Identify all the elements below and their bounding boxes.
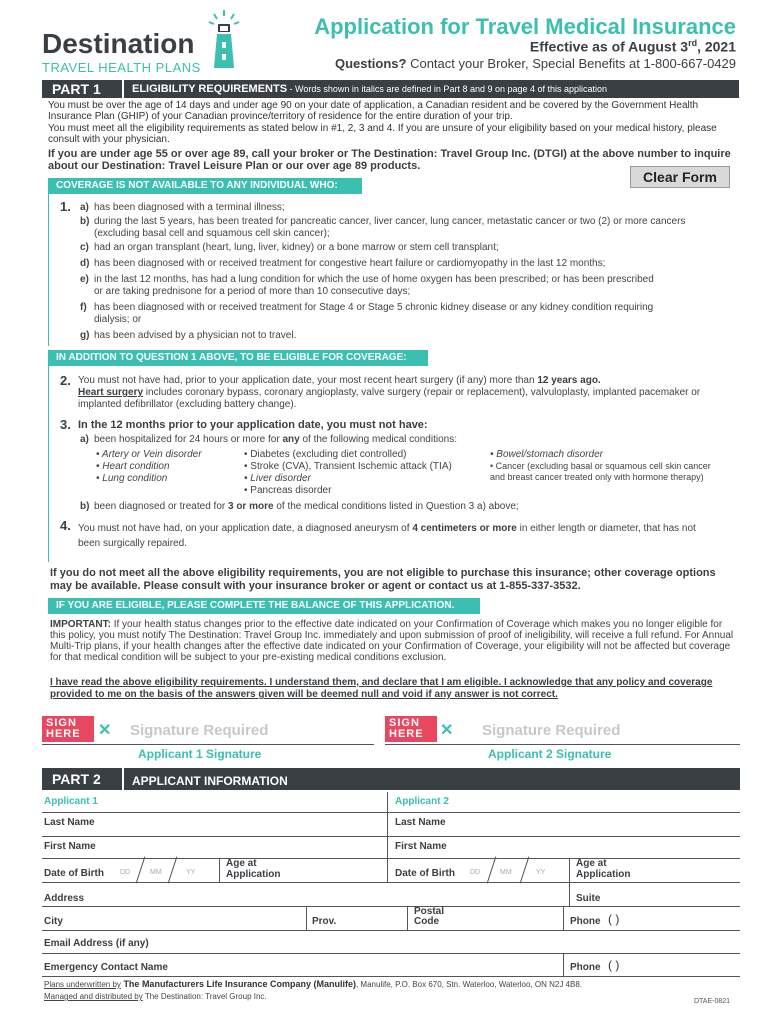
age-field-1[interactable] bbox=[290, 860, 385, 880]
condition-item: • Stroke (CVA), Transient Ischemic attack (TIA) bbox=[244, 461, 452, 472]
q3a-text: a) been hospitalized for 24 hours or more for any of the following medical conditions: bbox=[80, 434, 457, 445]
effective-text: Effective as of August 3 bbox=[529, 38, 689, 55]
part2-label: PART 2 bbox=[42, 768, 122, 790]
row-line bbox=[42, 836, 740, 837]
q3-col2 bbox=[244, 449, 484, 497]
sign-here-badge-1: SIGN HERE bbox=[42, 716, 94, 742]
effective-date bbox=[530, 38, 736, 55]
dob-mm-1[interactable]: MM bbox=[150, 869, 162, 876]
acknowledgement: I have read the above eligibility requirements. I understand them, and declare that I am eligible. I acknowledge that any policy and coverage provided to me on the basis of the answers given will be deemed null and void if any answer is not correct. bbox=[50, 677, 713, 700]
applicant1-heading: Applicant 1 bbox=[44, 796, 98, 807]
phone-divider bbox=[563, 953, 564, 976]
phone-label-2: Phone bbox=[570, 962, 601, 973]
q1-item-c: c) had an organ transplant (heart, lung, liver, kidney) or a bone marrow or stem cell transplant; bbox=[80, 242, 499, 253]
phone-field-1[interactable]: ( ) bbox=[608, 912, 620, 926]
q3-heading: In the 12 months prior to your application date, you must not have: bbox=[78, 419, 428, 431]
part1-heading: ELIGIBILITY REQUIREMENTS bbox=[132, 83, 288, 95]
brand-subtitle: TRAVEL HEALTH PLANS bbox=[42, 60, 201, 75]
dob-dd-2[interactable]: DD bbox=[470, 869, 481, 876]
city-label: City bbox=[44, 916, 63, 927]
applicant2-heading: Applicant 2 bbox=[395, 796, 449, 807]
postal-divider bbox=[407, 906, 408, 930]
clear-form-button[interactable]: Clear Form bbox=[630, 166, 730, 188]
q3b-text: b) been diagnosed or treated for 3 or more of the medical conditions listed in Question 3 a) above; bbox=[80, 501, 519, 512]
q1-list bbox=[80, 202, 730, 344]
call-notice: If you are under age 55 or over age 89, call your broker or The Destination: Travel Group Inc. (DTGI) at the above number to inquire about our Destination: Travel Leisure Plan or our over age 89 products. bbox=[48, 148, 731, 172]
questions-label: Questions? bbox=[334, 56, 407, 71]
q1-item-d: d) has been diagnosed with or received treatment for congestive heart failure or cardiomyopathy in the last 12 months; bbox=[80, 258, 606, 269]
prov-divider bbox=[306, 906, 307, 930]
address-label: Address bbox=[44, 893, 85, 904]
suite-divider bbox=[569, 882, 570, 906]
dob-slash bbox=[136, 857, 146, 884]
q3-number: 3. bbox=[60, 417, 71, 432]
condition-item: • Heart condition bbox=[96, 461, 170, 472]
q3-col1 bbox=[96, 449, 236, 485]
dob-slash bbox=[168, 857, 178, 884]
dob-mm-2[interactable]: MM bbox=[500, 869, 512, 876]
form-code: DTAE-0821 bbox=[694, 998, 731, 1005]
condition-item: • Bowel/stomach disorder bbox=[490, 449, 603, 460]
postal-code-field[interactable] bbox=[452, 908, 562, 930]
signature-line-2 bbox=[385, 744, 740, 745]
q1-item-f: f) has been diagnosed with or received treatment for Stage 4 or Stage 5 chronic kidney disease or any kidney condition requiring dialysis; or bbox=[80, 302, 654, 325]
underwriter-line: Plans underwritten by The Manufacturers Life Insurance Company (Manulife), Manulife, P.O. Box 670, Stn. Waterloo, Waterloo, ON N2J 4B8. bbox=[44, 979, 583, 989]
sign-x-icon-2: ✕ bbox=[440, 722, 454, 739]
q1-item-a: a) has been diagnosed with a terminal illness; bbox=[80, 202, 285, 213]
effective-year: , 2021 bbox=[697, 38, 736, 55]
sign-x-icon-1: ✕ bbox=[98, 722, 112, 739]
q4-number: 4. bbox=[60, 518, 71, 533]
dob-slash bbox=[487, 857, 497, 884]
intro-paragraph-1: You must be over the age of 14 days and under age 90 on your date of application, a Canadian resident and be covered by the Government Health Insurance Plan (GHIP) of your Canadian province/territory of residence for the entire duration of your trip. bbox=[48, 100, 699, 122]
row-line bbox=[42, 858, 740, 859]
age-at-label-2: Age at Application bbox=[576, 858, 631, 880]
age-field-2[interactable] bbox=[640, 860, 738, 880]
age-at-label-1: Age at Application bbox=[226, 858, 281, 880]
condition-item: • Pancreas disorder bbox=[244, 485, 332, 496]
last-name-label-2: Last Name bbox=[395, 817, 446, 828]
condition-item: • Liver disorder bbox=[244, 473, 311, 484]
questions-line bbox=[335, 56, 736, 71]
age-divider bbox=[219, 858, 220, 882]
phone-field-2[interactable]: ( ) bbox=[608, 958, 620, 972]
address-field[interactable] bbox=[100, 886, 560, 906]
dob-yy-2[interactable]: YY bbox=[536, 869, 546, 876]
signature-field-1[interactable]: Signature Required bbox=[130, 722, 269, 739]
condition-item: • Lung condition bbox=[96, 473, 168, 484]
row-line bbox=[42, 953, 740, 954]
postal-code-label: Postal Code bbox=[414, 906, 445, 927]
intro-paragraph-2: You must meet all the eligibility requirements as stated below in #1, 2, 3 and 4. If you are unsure of your eligibility based on your medical history, please consult with your physician. bbox=[48, 123, 717, 145]
first-name-label-2: First Name bbox=[395, 841, 447, 852]
condition-item: • Cancer (excluding basal or squamous cell skin cancer and breast cancer treated only with hormone therapy) bbox=[490, 461, 711, 482]
q1-number: 1. bbox=[60, 199, 71, 214]
first-name-field-2[interactable] bbox=[460, 838, 738, 858]
signature-line-1 bbox=[42, 744, 374, 745]
phone-divider bbox=[563, 906, 564, 930]
dob-dd-1[interactable]: DD bbox=[120, 869, 131, 876]
last-name-field-1[interactable] bbox=[110, 814, 385, 834]
row-line bbox=[42, 906, 740, 907]
part2-heading: APPLICANT INFORMATION bbox=[132, 774, 288, 788]
coverage-bar: COVERAGE IS NOT AVAILABLE TO ANY INDIVIDUAL WHO: bbox=[48, 178, 362, 194]
managed-line: Managed and distributed by The Destination: Travel Group Inc. bbox=[44, 992, 267, 1001]
q4-text: You must not have had, on your application date, a diagnosed aneurysm of 4 centimeters or more in either length or diameter, that has not been surgically repaired. bbox=[78, 523, 696, 549]
addition-bar: IN ADDITION TO QUESTION 1 ABOVE, TO BE ELIGIBLE FOR COVERAGE: bbox=[48, 350, 428, 366]
row-line bbox=[42, 930, 740, 931]
part1-label: PART 1 bbox=[42, 80, 122, 98]
sign-here-badge-2: SIGN HERE bbox=[385, 716, 437, 742]
suite-label: Suite bbox=[576, 893, 601, 904]
email-field[interactable] bbox=[160, 932, 738, 952]
applicant1-signature-label: Applicant 1 Signature bbox=[138, 747, 262, 761]
dob-label-1: Date of Birth bbox=[44, 868, 104, 879]
part1-heading-bar bbox=[124, 80, 739, 98]
form-title: Application for Travel Medical Insurance bbox=[314, 14, 736, 39]
condition-item: • Artery or Vein disorder bbox=[96, 449, 202, 460]
condition-item: • Diabetes (excluding diet controlled) bbox=[244, 449, 407, 460]
email-label: Email Address (if any) bbox=[44, 938, 149, 949]
dob-yy-1[interactable]: YY bbox=[186, 869, 196, 876]
emergency-contact-label: Emergency Contact Name bbox=[44, 962, 168, 973]
first-name-label-1: First Name bbox=[44, 841, 96, 852]
not-eligible-notice: If you do not meet all the above eligibility requirements, you are not eligible to purchase this insurance; other coverage options may be available. Please consult with your insurance broker or agent or contact us at 1-855-337-3532. bbox=[50, 567, 716, 592]
q1-item-b: b) during the last 5 years, has been treated for pancreatic cancer, liver cancer, lung cancer, metastatic cancer or two (2) or more cancers (excluding basal cell and squamous cell skin cancer); bbox=[80, 216, 686, 239]
phone-label-1: Phone bbox=[570, 916, 601, 927]
eligible-bar: IF YOU ARE ELIGIBLE, PLEASE COMPLETE THE BALANCE OF THIS APPLICATION. bbox=[48, 598, 480, 614]
prov-field[interactable] bbox=[345, 908, 405, 930]
column-divider bbox=[387, 792, 388, 882]
dob-label-2: Date of Birth bbox=[395, 868, 455, 879]
q3-col3 bbox=[490, 449, 726, 483]
q1-item-g: g) has been advised by a physician not to travel. bbox=[80, 330, 297, 341]
brand-name: Destination bbox=[42, 28, 195, 59]
city-field[interactable] bbox=[75, 908, 305, 930]
row-line bbox=[42, 812, 740, 813]
part2-heading-bar bbox=[124, 768, 740, 790]
last-name-field-2[interactable] bbox=[460, 814, 738, 834]
suite-field[interactable] bbox=[610, 886, 738, 906]
last-name-label-1: Last Name bbox=[44, 817, 95, 828]
row-line bbox=[42, 976, 740, 977]
signature-field-2[interactable]: Signature Required bbox=[482, 722, 621, 739]
q1-item-e: e) in the last 12 months, has had a lung condition for which the use of home oxygen has been prescribed; or has been prescribed or are taking prednisone for a period of more than 10 consecutive days; bbox=[80, 274, 654, 297]
q2-number: 2. bbox=[60, 373, 71, 388]
applicant2-signature-label: Applicant 2 Signature bbox=[488, 747, 612, 761]
important-notice: IMPORTANT: If your health status changes prior to the effective date indicated on your Confirmation of Coverage which makes you no longer eligible for this policy, you must notify The Destination: Travel Group Inc. immediately and upon submission of proof of ineligibility, will receive a full refund. For Annual Multi-Trip plans, if your health changes after the effective date indicated on your Confirmation of Coverage, your eligibility will not be affected but coverage for that medical condition will be subject to your pre-existing medical conditions exclusion. bbox=[50, 619, 734, 663]
part1-heading-note: - Words shown in italics are defined in Part 8 and 9 on page 4 of this application bbox=[287, 84, 608, 94]
dob-slash bbox=[520, 857, 530, 884]
first-name-field-1[interactable] bbox=[110, 838, 385, 858]
row-line bbox=[42, 882, 740, 883]
questions-contact: Contact your Broker, Special Benefits at 1-800-667-0429 bbox=[406, 56, 736, 71]
q2-text: You must not have had, prior to your application date, your most recent heart surgery (if any) more than 12 years ago. Heart surgery includes coronary bypass, coronary angioplasty, valve surgery (repair or replacement), valvuloplasty, implanted pacemaker or implanted defibrillator (excluding battery change). bbox=[78, 375, 701, 410]
brand-logo bbox=[42, 22, 242, 78]
emergency-contact-field[interactable] bbox=[185, 956, 560, 976]
lighthouse-icon bbox=[206, 8, 242, 74]
age-divider bbox=[569, 858, 570, 882]
prov-label: Prov. bbox=[312, 916, 337, 927]
effective-sup: rd bbox=[688, 38, 698, 48]
